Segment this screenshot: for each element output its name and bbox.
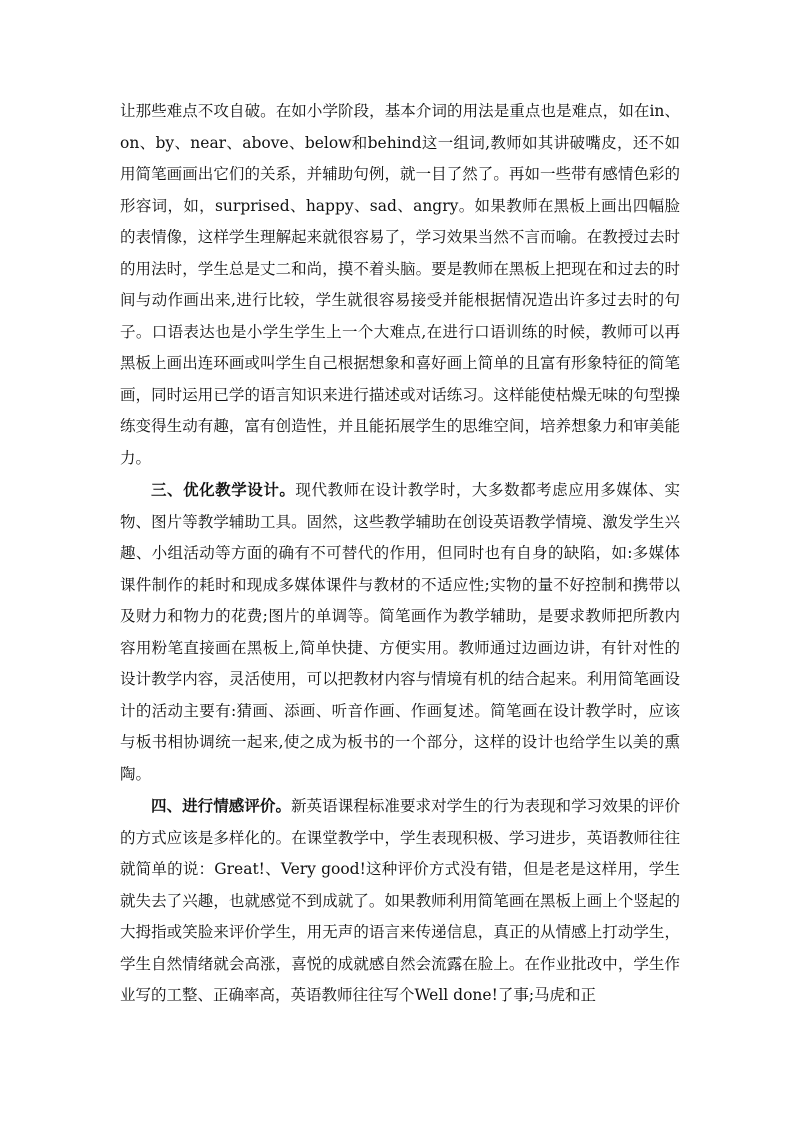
document-body bbox=[120, 96, 680, 1012]
section-heading-four: 四、进行情感评价。 bbox=[151, 796, 292, 815]
paragraph-emotional-evaluation bbox=[120, 790, 680, 1012]
paragraph-optimize-teaching-design bbox=[120, 474, 680, 790]
paragraph-text: 现代教师在设计教学时，大多数都考虑应用多媒体、实物、图片等教学辅助工具。固然，这些教学辅助在创设英语教学情境、激发学生兴趣、小组活动等方面的确有不可替代的作用，但同时也有自身的缺陷，如:多媒体课件制作的耗时和现成多媒体课件与教材的不适应性;实物的量不好控制和携带以及财力和物力的花费;图片的单调等。简笔画作为教学辅助，是要求教师把所教内容用粉笔直接画在黑板上,简单快捷、方便实用。教师通过边画边讲，有针对性的设计教学内容，灵活使用，可以把教材内容与情境有机的结合起来。利用简笔画设计的活动主要有:猜画、添画、听音作画、作画复述。简笔画在设计教学时，应该与板书相协调统一起来,使之成为板书的一个部分，这样的设计也给学生以美的熏陶。 bbox=[120, 481, 680, 783]
paragraph-text: 新英语课程标准要求对学生的行为表现和学习效果的评价的方式应该是多样化的。在课堂教学中，学生表现积极、学习进步，英语教师往往就简单的说：Great!、Very good!这种评价方式没有错，但是老是这样用，学生就失去了兴趣，也就感觉不到成就了。如果教师利用简笔画在黑板上画上个竖起的大拇指或笑脸来评价学生，用无声的语言来传递信息，真正的从情感上打动学生，学生自然情绪就会高涨，喜悦的成就感自然会流露在脸上。在作业批改中，学生作业写的工整、正确率高，英语教师往往写个Well done!了事;马虎和正 bbox=[120, 797, 680, 1004]
paragraph-body-continuation bbox=[120, 96, 680, 474]
section-heading-three: 三、优化教学设计。 bbox=[151, 480, 296, 499]
paragraph-text: 让那些难点不攻自破。在如小学阶段，基本介词的用法是重点也是难点，如在in、on、by、near、above、below和behind这一组词,教师如其讲破嘴皮，还不如用简笔画画出它们的关系，并辅助句例，就一目了然了。再如一些带有感情色彩的形容词，如，surprised、happy、sad、angry。如果教师在黑板上画出四幅脸的表情像，这样学生理解起来就很容易了，学习效果当然不言而喻。在教授过去时的用法时，学生总是丈二和尚，摸不着头脑。要是教师在黑板上把现在和过去的时间与动作画出来,进行比较，学生就很容易接受并能根据情况造出许多过去时的句子。口语表达也是小学生学生上一个大难点,在进行口语训练的时候，教师可以再黑板上画出连环画或叫学生自己根据想象和喜好画上简单的且富有形象特征的简笔画，同时运用已学的语言知识来进行描述或对话练习。这样能使枯燥无味的句型操练变得生动有趣，富有创造性，并且能拓展学生的思维空间，培养想象力和审美能力。 bbox=[120, 102, 680, 467]
